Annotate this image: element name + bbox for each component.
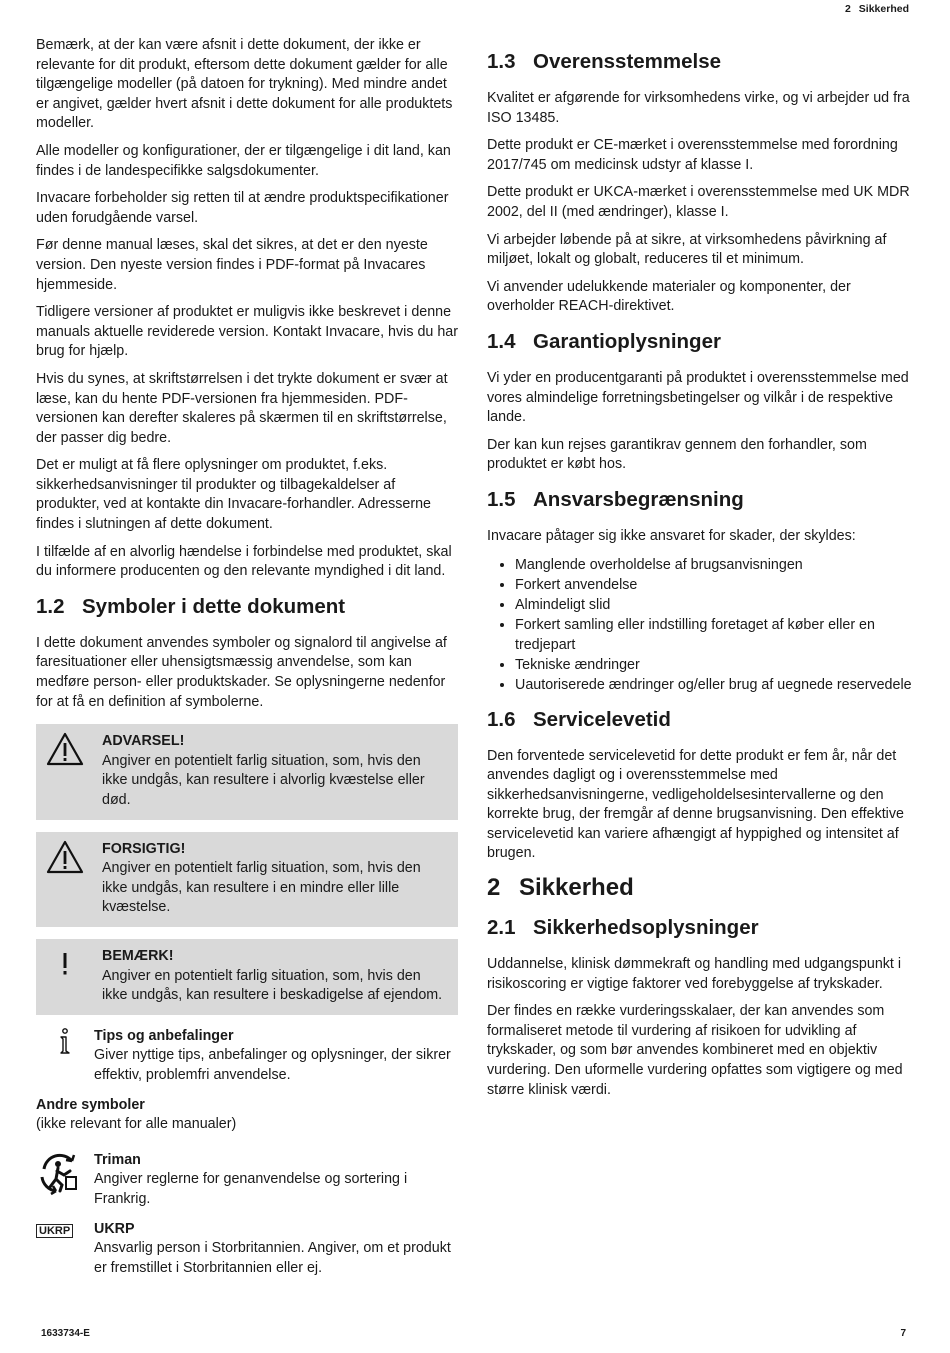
section-number: 1.2 <box>36 594 65 618</box>
other-symbols-subtitle: (ikke relevant for alle manualer) <box>36 1116 237 1133</box>
section-number: 2.1 <box>487 916 516 940</box>
warning-title: ADVARSEL! <box>102 733 185 750</box>
list-item: • Forkert anvendelse <box>515 575 912 595</box>
section-number: 1.3 <box>487 50 516 73</box>
other-symbols-title: Andre symboler <box>36 1096 145 1113</box>
warning-text: Angiver en potentielt farlig situation, som, hvis den ikke undgås, kan resultere i alvorlig kvæstelse eller død. <box>102 752 425 808</box>
list-item: • Manglende overholdelse af brugsanvisningen <box>515 555 912 575</box>
ukrp-badge: UKRP <box>36 1224 73 1238</box>
paragraph: Tidligere versioner af produktet er muligvis ikke beskrevet i denne manuals aktuelle reviderede version. Kontakt Invacare, hvis du har brug for hjælp. <box>36 304 458 360</box>
tips-title: Tips og anbefalinger <box>94 1027 234 1044</box>
paragraph: Vi arbejder løbende på at sikre, at virksomhedens påvirkning af miljøet, lokalt og globalt, reduceres til et minimum. <box>487 231 887 268</box>
section-heading-1-5 <box>487 488 912 512</box>
paragraph: I tilfælde af en alvorlig hændelse i forbindelse med produktet, skal du informere producenten og den relevante myndighed i dit land. <box>36 543 452 580</box>
section-title: Overensstemmelse <box>533 50 722 73</box>
notice-box <box>36 939 458 1015</box>
ukrp-block <box>36 1220 458 1279</box>
paragraph: Dette produkt er CE-mærket i overensstemmelse med forordning 2017/745 om medicinsk udstyr af klasse I. <box>487 137 898 173</box>
other-symbols <box>36 1096 458 1135</box>
chapter-number: 2 <box>487 874 501 902</box>
paragraph: Bemærk, at der kan være afsnit i dette dokument, der ikke er relevante for dit produkt, eftersom dette dokument gælder for alle tilgængelige modeller (på datoen for trykning). Med mindre andet er angivet, gælder hvert afsnit i dette dokument for alle produktets modeller. <box>36 37 453 132</box>
caution-box <box>36 832 458 927</box>
running-header <box>845 3 909 15</box>
section-title: Ansvarsbegrænsning <box>533 487 744 511</box>
tips-text: Giver nyttige tips, anbefalinger og oplysninger, der sikrer effektiv, problemfri anvendelse. <box>94 1047 451 1083</box>
list-item: • Uautoriserede ændringer og/eller brug af uegnede reservedele <box>515 675 912 695</box>
chapter-heading-2 <box>487 874 912 902</box>
ukrp-text: Ansvarlig person i Storbritannien. Angiver, om et produkt er fremstillet i Storbritannien eller ej. <box>94 1240 451 1276</box>
section-number: 1.4 <box>487 329 516 353</box>
chapter-title: Sikkerhed <box>519 874 634 902</box>
paragraph: I dette dokument anvendes symboler og signalord til angivelse af faresituationer eller uhensigtsmæssig anvendelse, som kan medføre person- eller produktskader. Se oplysningerne nedenfor for at få en definition af symbolerne. <box>36 634 447 710</box>
page-number: 7 <box>900 1328 906 1339</box>
list-item: • Forkert samling eller indstilling foretaget af køber eller en tredjepart <box>515 615 912 655</box>
paragraph: Den forventede servicelevetid for dette produkt er fem år, når det anvendes dagligt og i overensstemmelse med sikkerhedsanvisningerne, vedligeholdelsesintervallerne og den korrekte brug, der fremgår af denne brugsanvisning. Den effektive servicelevetid kan variere afhængigt af hyppighed og intensitet af brugen. <box>487 747 904 862</box>
paragraph: Hvis du synes, at skriftstørrelsen i det trykte dokument er svær at læse, kan du hente PDF-versionen fra hjemmesiden. PDF-versionen kan derefter skaleres på skærmen til en skriftstørrelse, der passer dig bedre. <box>36 370 448 446</box>
paragraph: Uddannelse, klinisk dømmekraft og handling med udgangspunkt i risikoscoring er vigtige faktorer ved forebyggelse af trykskader. <box>487 956 902 992</box>
liability-list <box>487 555 912 695</box>
paragraph: Der findes en række vurderingsskalaer, der kan anvendes som formaliseret metode til vurdering af risikoen for udvikling af trykskader, og som bør anvendes kombineret med en objektiv vurdering. Den uformelle vurdering opfattes som vigtigere og med større klinisk værdi. <box>487 1003 903 1098</box>
caution-text: Angiver en potentielt farlig situation, som, hvis den ikke undgås, kan resultere i en mindre eller lille kvæstelse. <box>102 860 421 916</box>
section-heading-2-1 <box>487 916 912 940</box>
paragraph: Det er muligt at få flere oplysninger om produktet, f.eks. sikkerhedsanvisninger til produkter og tilbagekaldelser af produkter, ved at kontakte din Invacare-forhandler. Adresserne findes i slutningen af dette dokument. <box>36 457 431 533</box>
section-number: 1.6 <box>487 707 516 731</box>
list-item: • Tekniske ændringer <box>515 655 912 675</box>
section-heading-1-3 <box>487 50 912 74</box>
caution-triangle-icon <box>46 840 102 918</box>
paragraph: Vi yder en producentgaranti på produktet i overensstemmelse med vores almindelige forretningsbetingelser og vilkår i de respektive lande. <box>487 369 909 426</box>
notice-text: Angiver en potentielt farlig situation, som, hvis den ikke undgås, kan resultere i beskadigelse af ejendom. <box>102 967 443 1004</box>
warning-triangle-icon <box>46 732 102 810</box>
paragraph: Invacare påtager sig ikke ansvaret for skader, der skyldes: <box>487 527 856 544</box>
header-section-title: Sikkerhed <box>858 3 909 15</box>
list-item: • Almindeligt slid <box>515 595 912 615</box>
exclamation-icon <box>46 947 102 1006</box>
paragraph: Dette produkt er UKCA-mærket i overensstemmelse med UK MDR 2002, del II (med ændringer), klasse I. <box>487 184 910 220</box>
document-id: 1633734-E <box>41 1328 90 1339</box>
triman-text: Angiver reglerne for genanvendelse og sortering i Frankrig. <box>94 1171 408 1207</box>
paragraph: Invacare forbeholder sig retten til at ændre produktspecifikationer uden forudgående varsel. <box>36 190 449 226</box>
section-title: Sikkerhedsoplysninger <box>533 916 759 940</box>
notice-title: BEMÆRK! <box>102 947 174 964</box>
triman-title: Triman <box>94 1151 141 1168</box>
triman-block <box>36 1151 458 1210</box>
paragraph: Før denne manual læses, skal det sikres, at det er den nyeste version. Den nyeste version findes i PDF-format på Invacares hjemmeside. <box>36 237 428 293</box>
section-number: 1.5 <box>487 487 516 511</box>
section-title: Servicelevetid <box>533 707 671 731</box>
section-heading-1-4 <box>487 330 912 354</box>
warning-box <box>36 724 458 819</box>
left-column <box>36 36 458 1288</box>
tips-block <box>36 1027 458 1086</box>
section-heading-1-2 <box>36 595 458 619</box>
paragraph: Der kan kun rejses garantikrav gennem den forhandler, som produktet er købt hos. <box>487 436 867 473</box>
paragraph: Vi anvender udelukkende materialer og komponenter, der overholder REACH-direktivet. <box>487 278 851 315</box>
header-section-number: 2 <box>844 3 851 15</box>
info-icon <box>36 1027 94 1086</box>
ukrp-title: UKRP <box>94 1220 135 1237</box>
triman-icon <box>36 1151 94 1210</box>
section-title: Garantioplysninger <box>533 329 721 353</box>
paragraph: Alle modeller og konfigurationer, der er tilgængelige i dit land, kan findes i de landespecifikke salgsdokumenter. <box>36 142 451 179</box>
right-column <box>487 50 912 1108</box>
caution-title: FORSIGTIG! <box>102 840 186 857</box>
paragraph: Kvalitet er afgørende for virksomhedens virke, og vi arbejder ud fra ISO 13485. <box>487 90 910 126</box>
section-heading-1-6 <box>487 708 912 732</box>
section-title: Symboler i dette dokument <box>82 594 346 618</box>
